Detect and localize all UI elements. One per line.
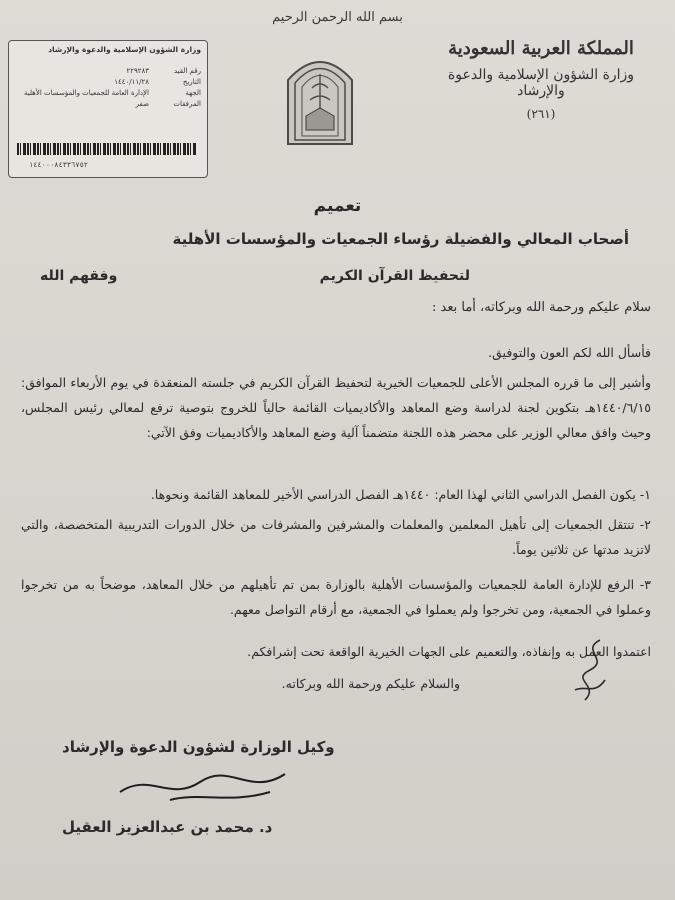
stamp-date-value: ١٤٤٠/١١/٢٨ bbox=[114, 78, 149, 86]
kingdom-name: المملكة العربية السعودية bbox=[448, 38, 634, 59]
paragraph-2: وأشير إلى ما قرره المجلس الأعلى للجمعيات الخيرية لتحفيظ القرآن الكريم في جلسته المنعقدة في يوم الأربعاء الموافق: ١٤٤٠/٦/١٥هـ بتكوين لجنة لدراسة وضع المعاهد والأكاديميات القائمة حالياً للخروج بتوصية ترفع لمعالي رئيس المجلس، وحيث وافق معالي الوزير على محضر هذه اللجنة متضمناً آلية وضع المعاهد والأكاديميات وفق الآتي: bbox=[21, 375, 651, 440]
stamp-date-label: التاريخ bbox=[182, 78, 201, 86]
stamp-ref-label: رقم القيد bbox=[173, 67, 201, 75]
initial-mark-icon bbox=[560, 630, 620, 710]
document-title: تعميم bbox=[313, 196, 362, 216]
closing-salam: والسلام عليكم ورحمة الله وبركاته. bbox=[281, 676, 460, 691]
stamp-dept-value: الإدارة العامة للجمعيات والمؤسسات الأهلية bbox=[23, 89, 149, 97]
paragraph-1: فأسأل الله لكم العون والتوفيق. bbox=[488, 345, 651, 360]
signature-icon bbox=[110, 762, 300, 812]
addressee: أصحاب المعالي والفضيلة رؤساء الجمعيات والمؤسسات الأهلية bbox=[172, 230, 629, 248]
greeting: سلام عليكم ورحمة الله وبركاته، أما بعد : bbox=[432, 300, 651, 315]
basmala: بسم الله الرحمن الرحيم bbox=[272, 10, 403, 25]
stamp-dept-label: الجهة bbox=[185, 89, 201, 97]
barcode-number: ١٤٤٠٠٠٨٤٣٣٦٧٥٢ bbox=[29, 161, 89, 169]
stamp-ministry: وزارة الشؤون الإسلامية والدعوة والإرشاد bbox=[48, 45, 201, 54]
addressee-blessing: وفقهم الله bbox=[40, 268, 118, 284]
closing-instruction: اعتمدوا العمل به وإنفاذه، والتعميم على الجهات الخيرية الواقعة تحت إشرافكم. bbox=[247, 644, 651, 659]
ministry-emblem-icon bbox=[282, 50, 358, 146]
header-code: (٢٦١) bbox=[526, 107, 556, 121]
list-item-2: ٢- تنتقل الجمعيات إلى تأهيل المعلمين والمعلمات والمشرفين والمشرفات من خلال الدورات التدريبية المتخصصة، والتي لاتزيد مدتها عن ثلاثين يوماً. bbox=[21, 517, 651, 557]
signatory-name: د. محمد بن عبدالعزيز العقيل bbox=[62, 818, 273, 836]
addressee-line2: لتحفيظ القرآن الكريم bbox=[319, 268, 470, 284]
stamp-ref-value: ٢٢٩٢٨٣ bbox=[126, 67, 149, 75]
signatory-title: وكيل الوزارة لشؤون الدعوة والإرشاد bbox=[62, 738, 335, 756]
barcode bbox=[17, 143, 197, 155]
ministry-header bbox=[425, 38, 657, 121]
incoming-stamp bbox=[8, 40, 208, 178]
stamp-attach-value: صفر bbox=[135, 100, 149, 108]
stamp-attach-label: المرفقات bbox=[173, 100, 201, 108]
ministry-name: وزارة الشؤون الإسلامية والدعوة والإرشاد bbox=[447, 67, 635, 99]
list-item-1: ١- يكون الفصل الدراسي الثاني لهذا العام: ١٤٤٠هـ الفصل الدراسي الأخير للمعاهد القائمة ونحوها. bbox=[150, 487, 651, 502]
list-item-3: ٣- الرفع للإدارة العامة للجمعيات والمؤسسات الأهلية بالوزارة بمن تم تأهيلهم من خلال المعاهد، موضحاً به من تخرجوا وعملوا في الجمعية، ومن تخرجوا ولم يعملوا في الجمعية، مع أرقام التواصل معهم. bbox=[21, 577, 651, 617]
